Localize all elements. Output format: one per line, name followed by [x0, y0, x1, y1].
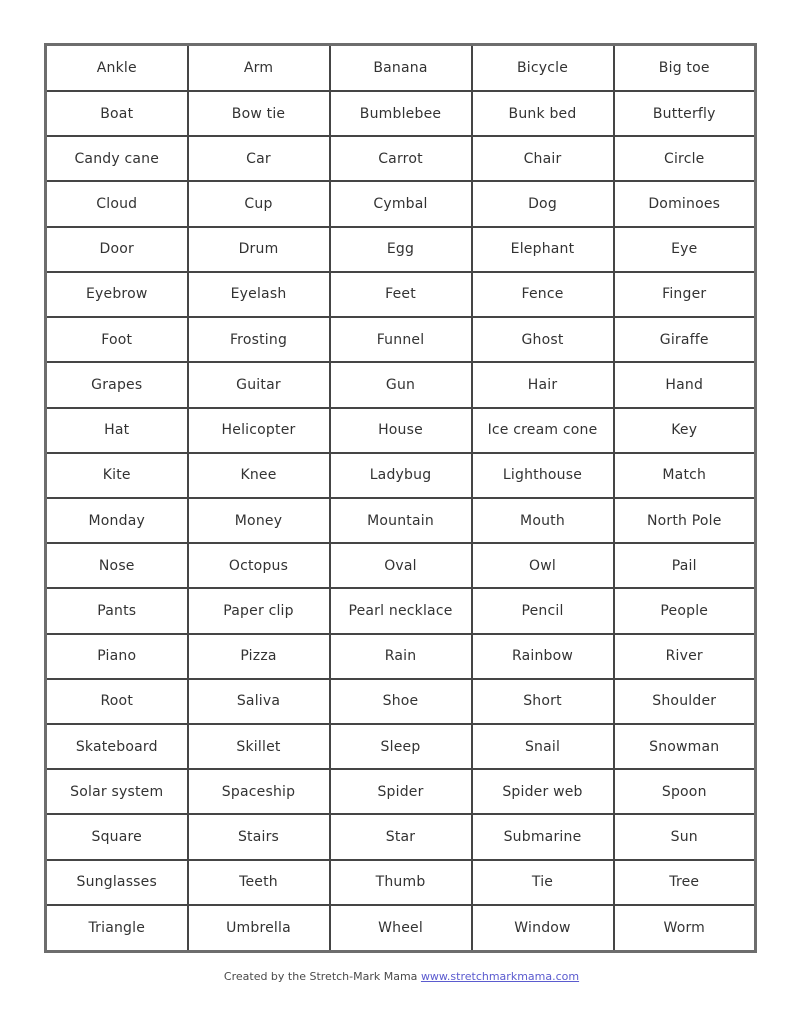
word-cell: Ghost [472, 317, 614, 362]
word-cell: Bumblebee [330, 91, 472, 136]
word-cell: Paper clip [188, 588, 330, 633]
word-cell: Pail [614, 543, 756, 588]
footer-credit-text: Created by the Stretch-Mark Mama [223, 970, 421, 983]
word-cell: Cloud [46, 181, 188, 226]
word-cell: Grapes [46, 362, 188, 407]
word-cell: Arm [188, 45, 330, 91]
word-cell: Spaceship [188, 769, 330, 814]
word-cell: Ankle [46, 45, 188, 91]
word-cell: Triangle [46, 905, 188, 952]
word-cell: Hand [614, 362, 756, 407]
footer-credit [0, 970, 803, 983]
word-cell: Cymbal [330, 181, 472, 226]
word-cell: Eye [614, 227, 756, 272]
word-cell: Fence [472, 272, 614, 317]
word-cell: Lighthouse [472, 453, 614, 498]
word-cell: Funnel [330, 317, 472, 362]
table-row [46, 453, 756, 498]
table-row [46, 905, 756, 952]
word-cell: Candy cane [46, 136, 188, 181]
word-cell: Guitar [188, 362, 330, 407]
table-row [46, 543, 756, 588]
table-row [46, 679, 756, 724]
table-row [46, 227, 756, 272]
word-cell: Pearl necklace [330, 588, 472, 633]
word-cell: Octopus [188, 543, 330, 588]
table-row [46, 860, 756, 905]
word-cell: Skateboard [46, 724, 188, 769]
word-cell: Foot [46, 317, 188, 362]
word-cell: Key [614, 408, 756, 453]
word-table-body [46, 45, 756, 952]
word-cell: Egg [330, 227, 472, 272]
word-cell: Spider [330, 769, 472, 814]
word-cell: Bunk bed [472, 91, 614, 136]
word-cell: Cup [188, 181, 330, 226]
table-row [46, 136, 756, 181]
word-cell: Match [614, 453, 756, 498]
table-row [46, 317, 756, 362]
word-cell: Rainbow [472, 634, 614, 679]
word-cell: Solar system [46, 769, 188, 814]
word-cell: Nose [46, 543, 188, 588]
word-cell: Dog [472, 181, 614, 226]
word-cell: Circle [614, 136, 756, 181]
word-cell: Banana [330, 45, 472, 91]
table-row [46, 724, 756, 769]
word-cell: Pencil [472, 588, 614, 633]
word-cell: Submarine [472, 814, 614, 859]
table-row [46, 498, 756, 543]
word-cell: Knee [188, 453, 330, 498]
word-cell: Bow tie [188, 91, 330, 136]
table-row [46, 769, 756, 814]
table-row [46, 45, 756, 91]
word-cell: North Pole [614, 498, 756, 543]
word-cell: Skillet [188, 724, 330, 769]
word-cell: Wheel [330, 905, 472, 952]
word-cell: Snowman [614, 724, 756, 769]
table-row [46, 588, 756, 633]
table-row [46, 814, 756, 859]
word-cell: Saliva [188, 679, 330, 724]
word-cell: Shoulder [614, 679, 756, 724]
table-row [46, 634, 756, 679]
word-cell: River [614, 634, 756, 679]
word-cell: Bicycle [472, 45, 614, 91]
table-row [46, 91, 756, 136]
word-cell: Hat [46, 408, 188, 453]
word-cell: Square [46, 814, 188, 859]
word-cell: Pizza [188, 634, 330, 679]
word-cell: Short [472, 679, 614, 724]
table-row [46, 181, 756, 226]
table-row [46, 272, 756, 317]
word-cell: Big toe [614, 45, 756, 91]
word-cell: Sunglasses [46, 860, 188, 905]
word-cell: Piano [46, 634, 188, 679]
word-cell: Money [188, 498, 330, 543]
word-table [44, 43, 757, 953]
word-cell: Mountain [330, 498, 472, 543]
word-cell: Snail [472, 724, 614, 769]
word-cell: Hair [472, 362, 614, 407]
word-cell: Sleep [330, 724, 472, 769]
word-cell: Ladybug [330, 453, 472, 498]
word-cell: Butterfly [614, 91, 756, 136]
word-cell: Oval [330, 543, 472, 588]
word-cell: Thumb [330, 860, 472, 905]
word-cell: Frosting [188, 317, 330, 362]
word-cell: Car [188, 136, 330, 181]
word-cell: Feet [330, 272, 472, 317]
word-cell: Tie [472, 860, 614, 905]
word-cell: Star [330, 814, 472, 859]
table-row [46, 408, 756, 453]
word-cell: Gun [330, 362, 472, 407]
word-cell: Boat [46, 91, 188, 136]
word-cell: Teeth [188, 860, 330, 905]
word-cell: Stairs [188, 814, 330, 859]
word-cell: Giraffe [614, 317, 756, 362]
word-cell: Helicopter [188, 408, 330, 453]
table-row [46, 362, 756, 407]
word-cell: Spider web [472, 769, 614, 814]
word-cell: Ice cream cone [472, 408, 614, 453]
word-cell: Mouth [472, 498, 614, 543]
word-cell: Door [46, 227, 188, 272]
word-cell: Worm [614, 905, 756, 952]
word-cell: Sun [614, 814, 756, 859]
word-cell: Spoon [614, 769, 756, 814]
word-cell: Dominoes [614, 181, 756, 226]
word-cell: Chair [472, 136, 614, 181]
word-cell: Monday [46, 498, 188, 543]
word-cell: Carrot [330, 136, 472, 181]
word-cell: Kite [46, 453, 188, 498]
footer-credit-link[interactable]: www.stretchmarkmama.com [420, 970, 580, 983]
word-cell: House [330, 408, 472, 453]
word-cell: Finger [614, 272, 756, 317]
word-cell: Eyebrow [46, 272, 188, 317]
word-cell: People [614, 588, 756, 633]
word-cell: Owl [472, 543, 614, 588]
word-cell: Drum [188, 227, 330, 272]
word-cell: Pants [46, 588, 188, 633]
word-cell: Elephant [472, 227, 614, 272]
word-cell: Window [472, 905, 614, 952]
word-cell: Shoe [330, 679, 472, 724]
word-cell: Tree [614, 860, 756, 905]
word-cell: Rain [330, 634, 472, 679]
word-cell: Eyelash [188, 272, 330, 317]
word-cell: Root [46, 679, 188, 724]
word-cell: Umbrella [188, 905, 330, 952]
